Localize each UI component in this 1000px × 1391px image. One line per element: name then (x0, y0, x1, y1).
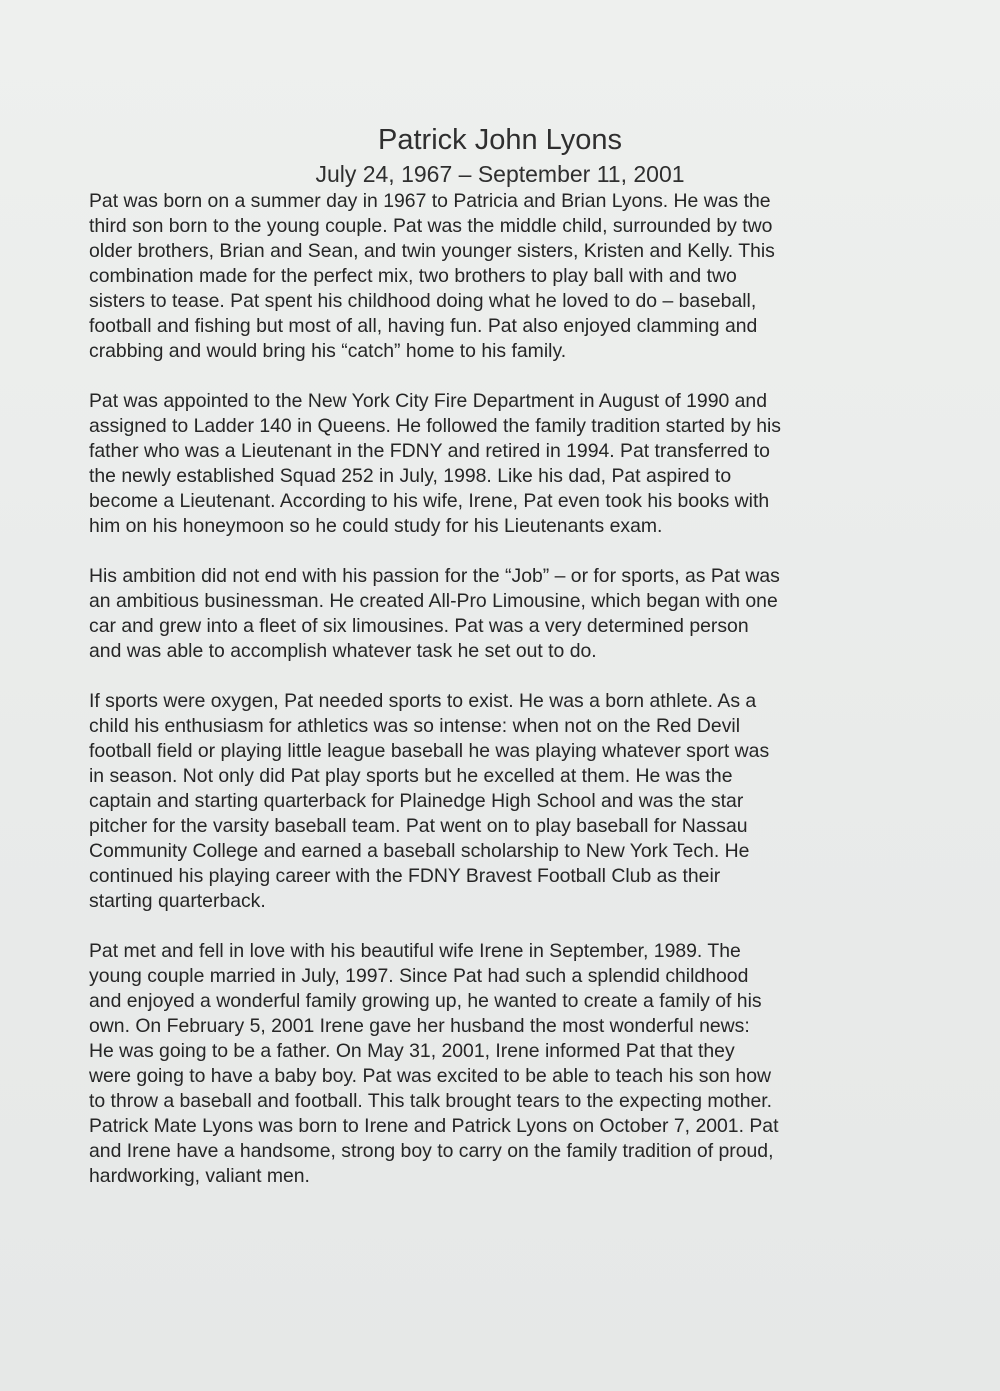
text-line: starting quarterback. (89, 890, 266, 912)
text-line: He was going to be a father. On May 31, 2001, Irene informed Pat that they (89, 1040, 735, 1062)
text-line: older brothers, Brian and Sean, and twin younger sisters, Kristen and Kelly. This (89, 240, 775, 262)
life-dates: July 24, 1967 – September 11, 2001 (315, 161, 685, 187)
text-line: If sports were oxygen, Pat needed sports to exist. He was a born athlete. As a (89, 690, 757, 712)
text-line: the newly established Squad 252 in July, 1998. Like his dad, Pat aspired to (89, 465, 732, 487)
text-line: child his enthusiasm for athletics was so intense: when not on the Red Devil (89, 715, 741, 737)
text-line: captain and starting quarterback for Plainedge High School and was the star (89, 790, 744, 812)
document-title: Patrick John Lyons (378, 124, 622, 156)
text-line: car and grew into a fleet of six limousines. Pat was a very determined person (89, 615, 749, 637)
paragraph (89, 689, 889, 914)
text-line: third son born to the young couple. Pat was the middle child, surrounded by two (89, 215, 773, 237)
text-line: continued his playing career with the FDNY Bravest Football Club as their (89, 865, 721, 887)
text-line: in season. Not only did Pat play sports but he excelled at them. He was the (89, 765, 733, 787)
text-line: Community College and earned a baseball scholarship to New York Tech. He (89, 840, 750, 862)
text-line: him on his honeymoon so he could study for his Lieutenants exam. (89, 515, 663, 537)
text-line: crabbing and would bring his “catch” home to his family. (89, 340, 567, 362)
text-line: Pat was appointed to the New York City Fire Department in August of 1990 and (89, 390, 767, 412)
text-line: Pat was born on a summer day in 1967 to Patricia and Brian Lyons. He was the (89, 190, 771, 212)
text-line: an ambitious businessman. He created All-Pro Limousine, which began with one (89, 590, 778, 612)
text-line: sisters to tease. Pat spent his childhood doing what he loved to do – baseball, (89, 290, 757, 312)
text-line: His ambition did not end with his passion for the “Job” – or for sports, as Pat was (89, 565, 780, 587)
text-line: own. On February 5, 2001 Irene gave her husband the most wonderful news: (89, 1015, 750, 1037)
text-line: father who was a Lieutenant in the FDNY and retired in 1994. Pat transferred to (89, 440, 770, 462)
document-body (89, 189, 889, 1214)
text-line: were going to have a baby boy. Pat was excited to be able to teach his son how (89, 1065, 771, 1087)
text-line: to throw a baseball and football. This talk brought tears to the expecting mother. (89, 1090, 773, 1112)
text-line: hardworking, valiant men. (89, 1165, 310, 1187)
text-line: Pat met and fell in love with his beautiful wife Irene in September, 1989. The (89, 940, 741, 962)
text-line: assigned to Ladder 140 in Queens. He followed the family tradition started by his (89, 415, 782, 437)
text-line: and enjoyed a wonderful family growing up, he wanted to create a family of his (89, 990, 762, 1012)
text-line: become a Lieutenant. According to his wife, Irene, Pat even took his books with (89, 490, 770, 512)
text-line: young couple married in July, 1997. Since Pat had such a splendid childhood (89, 965, 749, 987)
text-line: football and fishing but most of all, having fun. Pat also enjoyed clamming and (89, 315, 758, 337)
text-line: football field or playing little league baseball he was playing whatever sport was (89, 740, 770, 762)
paragraph (89, 389, 889, 539)
text-line: combination made for the perfect mix, two brothers to play ball with and two (89, 265, 737, 287)
text-line: Patrick Mate Lyons was born to Irene and Patrick Lyons on October 7, 2001. Pat (89, 1115, 779, 1137)
paragraph (89, 939, 889, 1189)
paragraph (89, 189, 889, 364)
paragraph (89, 564, 889, 664)
text-line: and was able to accomplish whatever task he set out to do. (89, 640, 597, 662)
text-line: and Irene have a handsome, strong boy to carry on the family tradition of proud, (89, 1140, 774, 1162)
text-line: pitcher for the varsity baseball team. Pat went on to play baseball for Nassau (89, 815, 748, 837)
